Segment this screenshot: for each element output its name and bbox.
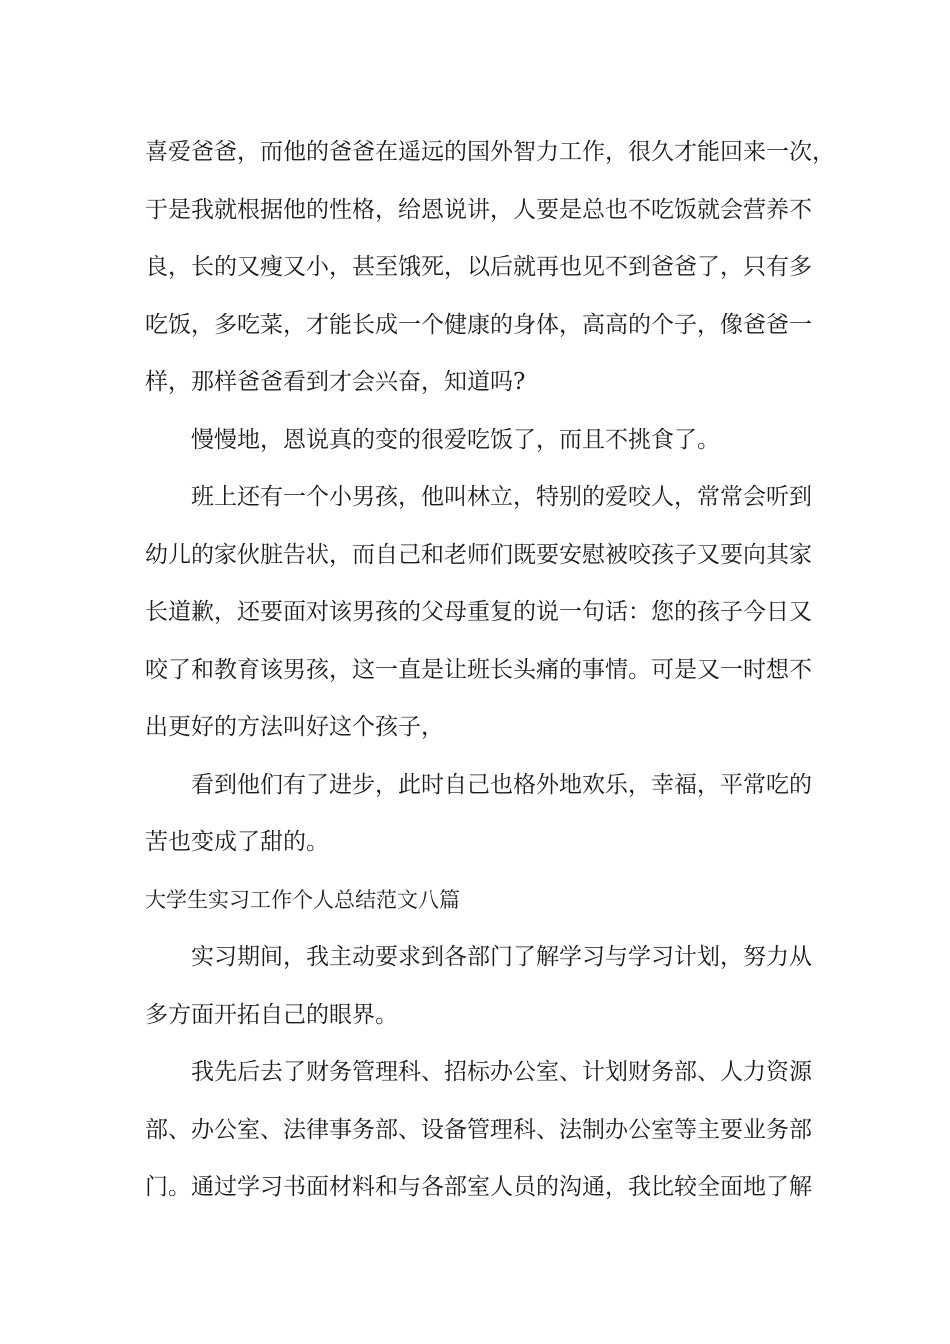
text-line: 吃饭，多吃菜，才能长成一个健康的身体，高高的个子，像爸爸一: [145, 311, 812, 338]
text-line: 幼儿的家伙脏告状，而自己和老师们既要安慰被咬孩子又要向其家: [145, 541, 812, 568]
text-line: 出更好的方法叫好这个孩子，: [145, 714, 444, 740]
section-heading: 大学生实习工作个人总结范文八篇: [145, 887, 460, 912]
text-line: 多方面开拓自己的眼界。: [145, 1001, 398, 1028]
text-line: 我先后去了财务管理科、招标办公室、计划财务部、人力资源: [191, 1059, 812, 1085]
text-line: 苦也变成了甜的。: [145, 829, 329, 855]
text-line: 于是我就根据他的性格，给恩说讲，人要是总也不吃饭就会营养不: [145, 196, 812, 223]
text-line: 门。通过学习书面材料和与各部室人员的沟通，我比较全面地了解: [145, 1174, 812, 1200]
text-line: 慢慢地，恩说真的变的很爱吃饭了，而且不挑食了。: [191, 426, 720, 453]
text-line: 良，长的又瘦又小，甚至饿死，以后就再也见不到爸爸了，只有多: [145, 254, 812, 280]
text-line: 样，那样爸爸看到才会兴奋，知道吗?: [145, 369, 526, 395]
text-line: 长道歉，还要面对该男孩的父母重复的说一句话：您的孩子今日又: [145, 599, 812, 625]
text-line: 班上还有一个小男孩，他叫林立，特别的爱咬人，常常会听到: [191, 484, 812, 510]
document-body: [145, 124, 835, 1217]
text-line: 咬了和教育该男孩，这一直是让班长头痛的事情。可是又一时想不: [145, 656, 812, 683]
text-line: 喜爱爸爸，而他的爸爸在遥远的国外智力工作，很久才能回来一次，: [145, 139, 835, 165]
text-line: 部、办公室、法律事务部、设备管理科、法制办公室等主要业务部: [145, 1116, 812, 1143]
text-line: 实习期间，我主动要求到各部门了解学习与学习计划，努力从: [191, 944, 812, 970]
text-line: 看到他们有了进步，此时自己也格外地欢乐，幸福，平常吃的: [191, 771, 812, 798]
